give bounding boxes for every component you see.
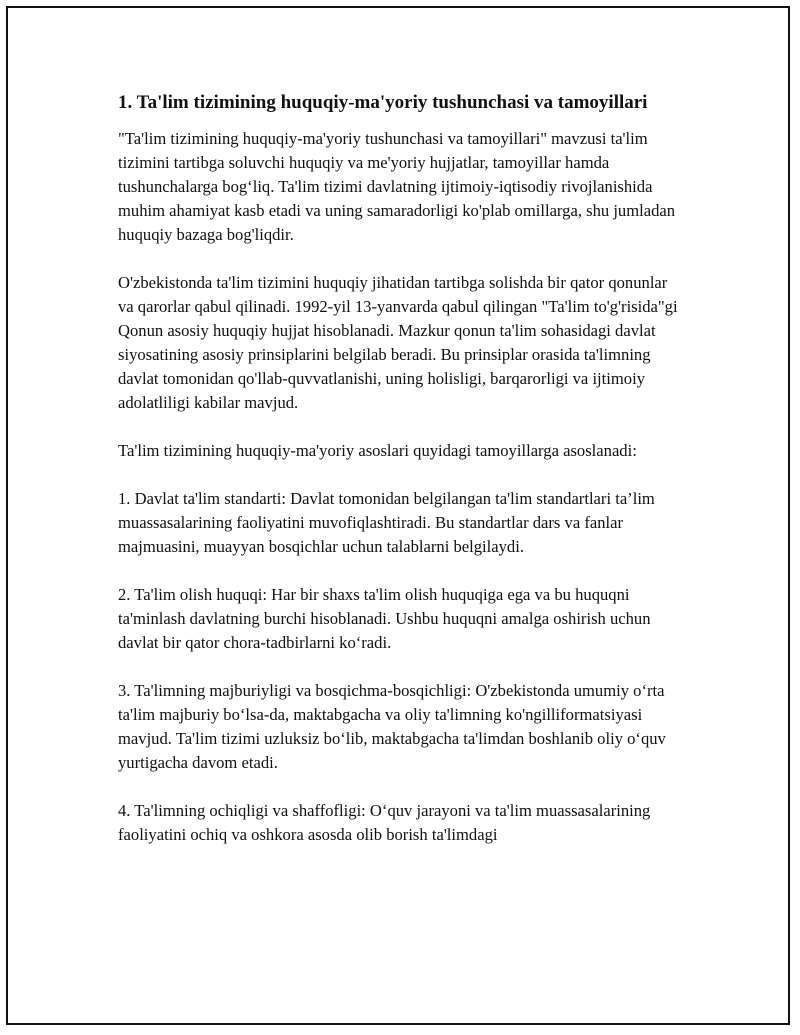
paragraph-legal-basis: O'zbekistonda ta'lim tizimini huquqiy jihatidan tartibga solishda bir qator qonunlar va qarorlar qabul qilinadi. 1992-yil 13-yanvarda qabul qilingan "Ta'lim to'g'risida"gi Qonun asosiy huquqiy hujjat hisoblanadi. Mazkur qonun ta'lim sohasidagi davlat siyosatining asosiy prinsiplarini belgilab beradi. Bu prinsiplar orasida ta'limning davlat tomonidan qo'llab-quvvatlanishi, uning holisligi, barqarorligi va ijtimoiy adolatliligi kabilar mavjud. — [118, 273, 678, 412]
paragraph-principle-1: 1. Davlat ta'lim standarti: Davlat tomonidan belgilangan ta'lim standartlari ta’lim muassasalarining faoliyatini muvofiqlashtiradi. Bu standartlar dars va fanlar majmuasini, muayyan bosqichlar uchun talablarni belgilaydi. — [118, 489, 655, 556]
paragraph-intro: "Ta'lim tizimining huquqiy-ma'yoriy tushunchasi va tamoyillari" mavzusi ta'lim tizimini tartibga soluvchi huquqiy va me'yoriy hujjatlar, tamoyillar hamda tushunchalarga bog‘liq. Ta'lim tizimi davlatning ijtimoiy-iqtisodiy rivojlanishida muhim ahamiyat kasb etadi va uning samaradorligi ko'plab omillarga, shu jumladan huquqiy bazaga bog'liqdir. — [118, 129, 676, 244]
paragraph-principle-2: 2. Ta'lim olish huquqi: Har bir shaxs ta'lim olish huquqiga ega va bu huquqni ta'minlash davlatning burchi hisoblanadi. Ushbu huquqni amalga oshirish uchun davlat bir qator chora-tadbirlarni ko‘radi. — [118, 585, 651, 652]
document-title: 1. Ta'lim tizimining huquqiy-ma'yoriy tushunchasi va tamoyillari — [118, 92, 648, 113]
paragraph-principles-lead: Ta'lim tizimining huquqiy-ma'yoriy asoslari quyidagi tamoyillarga asoslanadi: — [118, 441, 637, 460]
paragraph-principle-4: 4. Ta'limning ochiqligi va shaffofligi: O‘quv jarayoni va ta'lim muassasalarining faoliyatini ochiq va oshkora asosda olib borish ta'limdagi — [118, 801, 651, 844]
paragraph-principle-3: 3. Ta'limning majburiyligi va bosqichma-bosqichligi: O'zbekistonda umumiy o‘rta ta'lim majburiy bo‘lsa-da, maktabgacha va oliy ta'limning ko'ngilliformatsiyasi mavjud. Ta'lim tizimi uzluksiz bo‘lib, maktabgacha ta'limdan boshlanib oliy o‘quv yurtigacha davom etadi. — [118, 681, 666, 772]
document-body — [118, 88, 678, 871]
